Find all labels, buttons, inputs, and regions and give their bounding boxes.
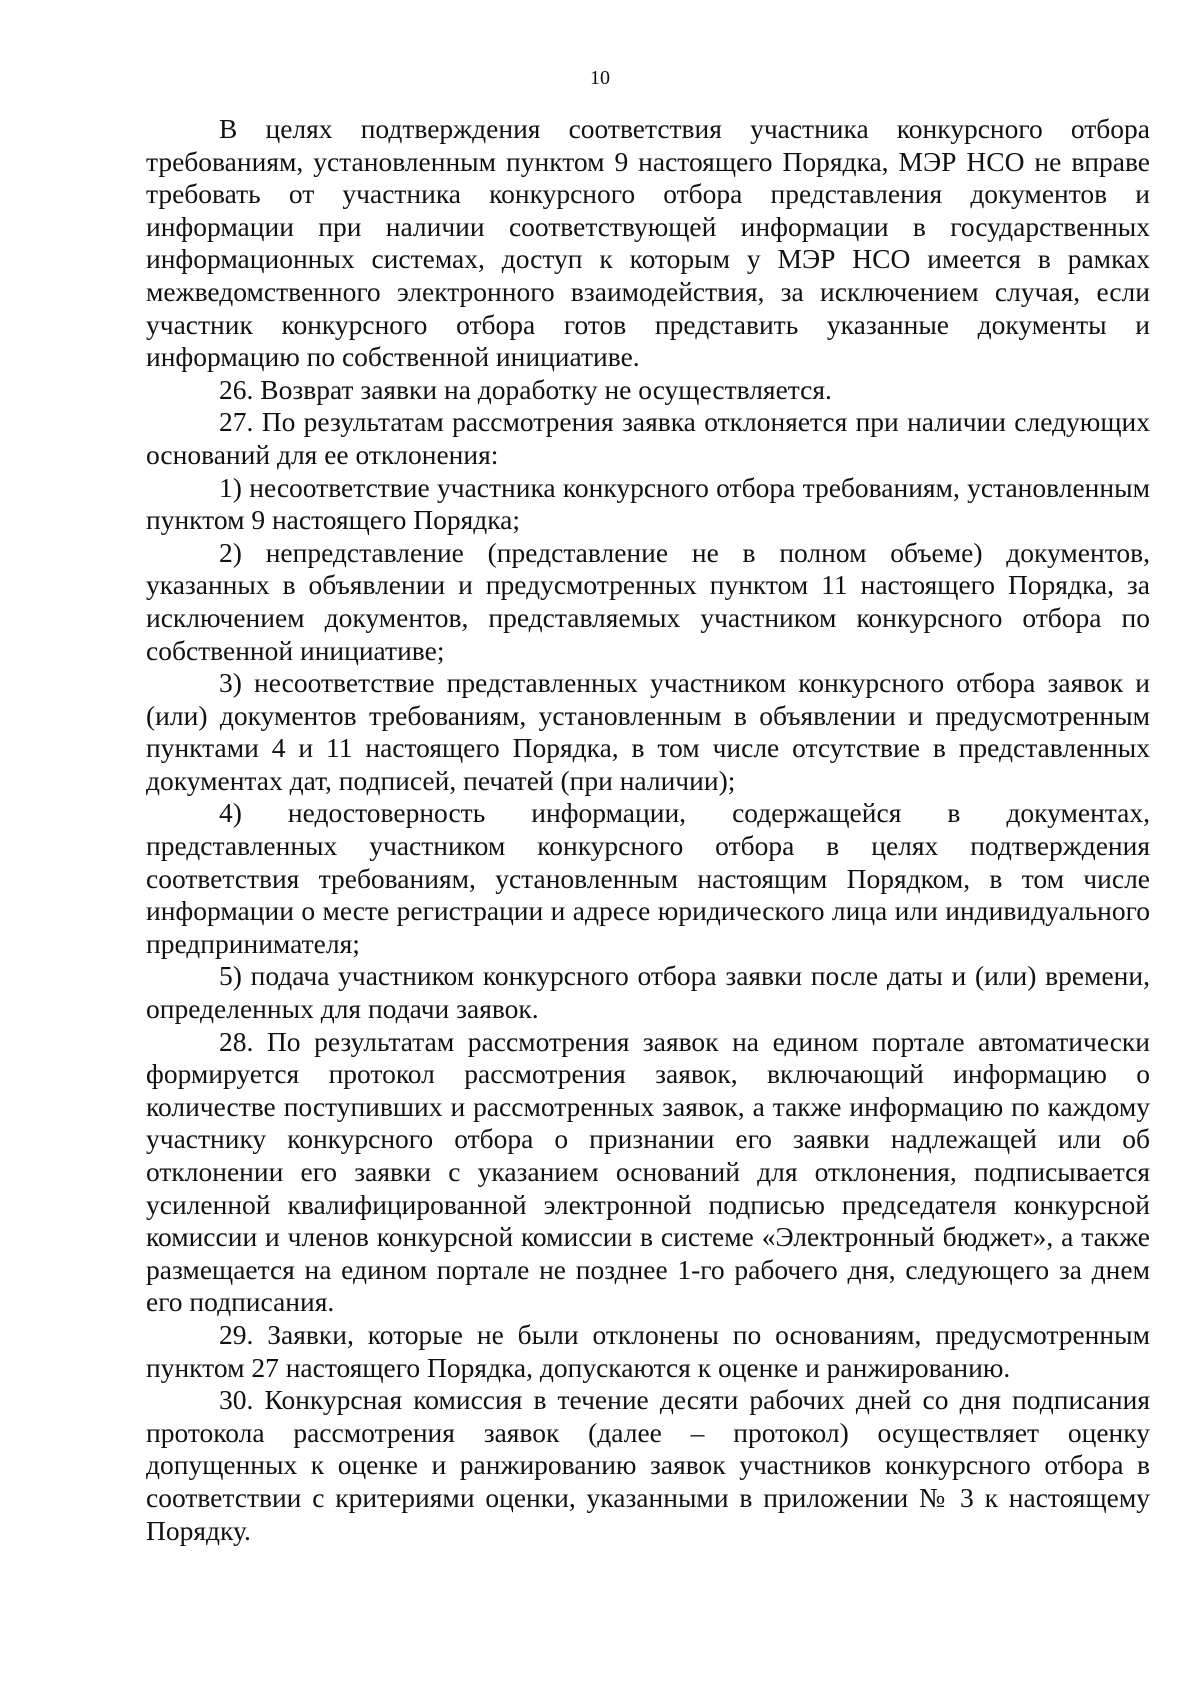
paragraph-27-item-2: 2) непредставление (представление не в полном объеме) документов, указанных в объявлении и предусмотренных пунктом 11 настоящего Порядка, за исключением документов, представляемых участником конкурсного отбора по собственной инициативе;: [146, 536, 1150, 666]
paragraph-29: 29. Заявки, которые не были отклонены по основаниям, предусмотренным пунктом 27 настоящего Порядка, допускаются к оценке и ранжированию.: [146, 1318, 1150, 1383]
document-body: [146, 113, 1150, 1547]
paragraph-27: 27. По результатам рассмотрения заявка отклоняется при наличии следующих оснований для ее отклонения:: [146, 406, 1150, 470]
paragraph-27-item-4: 4) недостоверность информации, содержащейся в документах, представленных участником конкурсного отбора в целях подтверждения соответствия требованиям, установленным настоящим Порядком, в том числе информации о месте регистрации и адресе юридического лица или индивидуального предпринимателя;: [146, 797, 1150, 959]
paragraph-28: 28. По результатам рассмотрения заявок на едином портале автоматически формируется протокол рассмотрения заявок, включающий информацию о количестве поступивших и рассмотренных заявок, а также информацию по каждому участнику конкурсного отбора о признании его заявки надлежащей или об отклонении его заявки с указанием оснований для отклонения, подписывается усиленной квалифицированной электронной подписью председателя конкурсной комиссии и членов конкурсной комиссии в системе «Электронный бюджет», а также размещается на едином портале не позднее 1-го рабочего дня, следующего за днем его подписания.: [146, 1025, 1150, 1318]
paragraph-26: 26. Возврат заявки на доработку не осуществляется.: [219, 373, 832, 405]
paragraph-27-item-5: 5) подача участником конкурсного отбора заявки после даты и (или) времени, определенных для подачи заявок.: [146, 960, 1150, 1025]
paragraph-27-item-3: 3) несоответствие представленных участником конкурсного отбора заявок и (или) документов требованиям, установленным в объявлении и предусмотренным пунктами 4 и 11 настоящего Порядка, в том числе отсутствие в представленных документах дат, подписей, печатей (при наличии);: [146, 667, 1150, 796]
paragraph-27-item-1: 1) несоответствие участника конкурсного отбора требованиям, установленным пунктом 9 настоящего Порядка;: [146, 471, 1150, 536]
page-number: 10: [590, 67, 610, 89]
paragraph-30: 30. Конкурсная комиссия в течение десяти рабочих дней со дня подписания протокола рассмотрения заявок (далее – протокол) осуществляет оценку допущенных к оценке и ранжированию заявок участников конкурсного отбора в соответствии с критериями оценки, указанными в приложении № 3 к настоящему Порядку.: [146, 1384, 1150, 1546]
paragraph-intro: В целях подтверждения соответствия участника конкурсного отбора требованиям, установленным пунктом 9 настоящего Порядка, МЭР НСО не вправе требовать от участника конкурсного отбора представления документов и информации при наличии соответствующей информации в государственных информационных системах, доступ к которым у МЭР НСО имеется в рамках межведомственного электронного взаимодействия, за исключением случая, если участник конкурсного отбора готов представить указанные документы и информацию по собственной инициативе.: [146, 113, 1150, 373]
